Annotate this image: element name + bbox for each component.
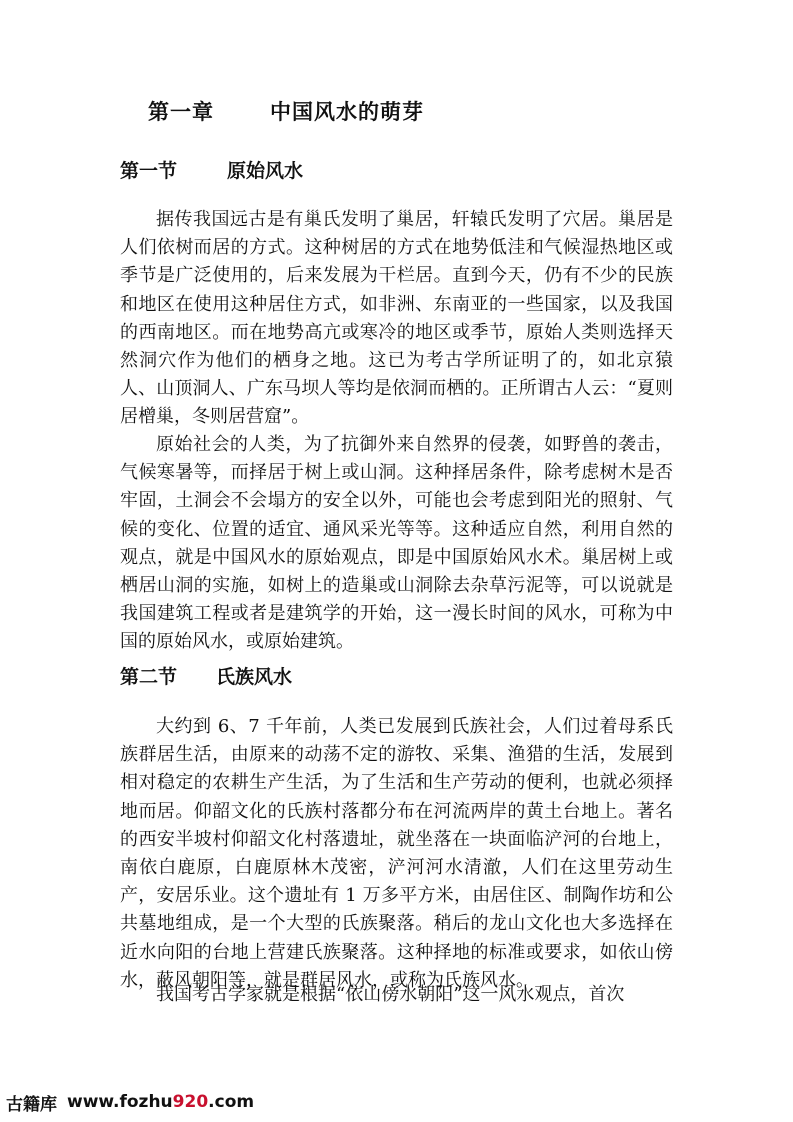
paragraph: 大约到 6、7 千年前，人类已发展到氏族社会，人们过着母系氏族群居生活，由原来的动荡不定的游牧、采集、渔猎的生活，发展到相对稳定的农耕生产生活，为了生活和生产劳动的便利，也就必须择地而居。仰韶文化的氏族村落都分布在河流两岸的黄土台地上。著名的西安半坡村仰韶文化村落遗址，就坐落在一块面临浐河的台地上，南依白鹿原，白鹿原林木茂密，浐河河水清澈，人们在这里劳动生产，安居乐业。这个遗址有 1 万多平方米，由居住区、制陶作坊和公共墓地组成，是一个大型的氏族聚落。稍后的龙山文化也大多选择在近水向阳的台地上营建氏族聚落。这种择地的标准或要求，如依山傍水，蔽风朝阳等，就是群居风水，或称为氏族风水。: [120, 716, 673, 991]
section-title-text: 原始风水: [227, 160, 304, 182]
footer-url-suffix: .com: [208, 1092, 255, 1112]
paragraph: 据传我国远古是有巢氏发明了巢居，轩辕氏发明了穴居。巢居是人们依树而居的方式。这种树居的方式在地势低洼和气候湿热地区或季节是广泛使用的，后来发展为干栏居。直到今天，仍有不少的民族和地区在使用这种居住方式，如非洲、东南亚的一些国家，以及我国的西南地区。而在地势高亢或寒冷的地区或季节，原始人类则选择天然洞穴作为他们的栖身之地。这已为考古学所证明了的，如北京猿人、山顶洞人、广东马坝人等均是依洞而栖的。正所谓古人云：“夏则居橧巢，冬则居营窟”。: [120, 209, 673, 428]
section-number: 第一节: [120, 160, 178, 182]
chapter-title: [148, 96, 424, 126]
chapter-number: 第一章: [148, 100, 214, 124]
footer-brand: 古籍库: [6, 1094, 57, 1115]
footer-url-highlight: 920: [172, 1092, 209, 1112]
footer-url-prefix: www.fozhu: [67, 1092, 173, 1112]
section-heading-1: [120, 156, 303, 183]
footer-watermark: [6, 1087, 254, 1117]
section-number: 第二节: [120, 666, 178, 688]
paragraph: 原始社会的人类，为了抗御外来自然界的侵袭，如野兽的袭击，气候寒暑等，而择居于树上或山洞。这种择居条件，除考虑树木是否牢固，土洞会不会塌方的安全以外，可能也会考虑到阳光的照射、气候的变化、位置的适宜、通风采光等等。这种适应自然，利用自然的观点，就是中国风水的原始观点，即是中国原始风水术。巢居树上或栖居山洞的实施，如树上的造巢或山洞除去杂草污泥等，可以说就是我国建筑工程或者是建筑学的开始，这一漫长时间的风水，可称为中国的原始风水，或原始建筑。: [120, 434, 673, 653]
section-title-text: 氏族风水: [216, 666, 293, 688]
paragraph: 我国考古学家就是根据“依山傍水朝阳”这一风水观点，首次: [156, 984, 625, 1005]
chapter-title-text: 中国风水的萌芽: [270, 100, 424, 124]
section-heading-2: [120, 662, 292, 689]
